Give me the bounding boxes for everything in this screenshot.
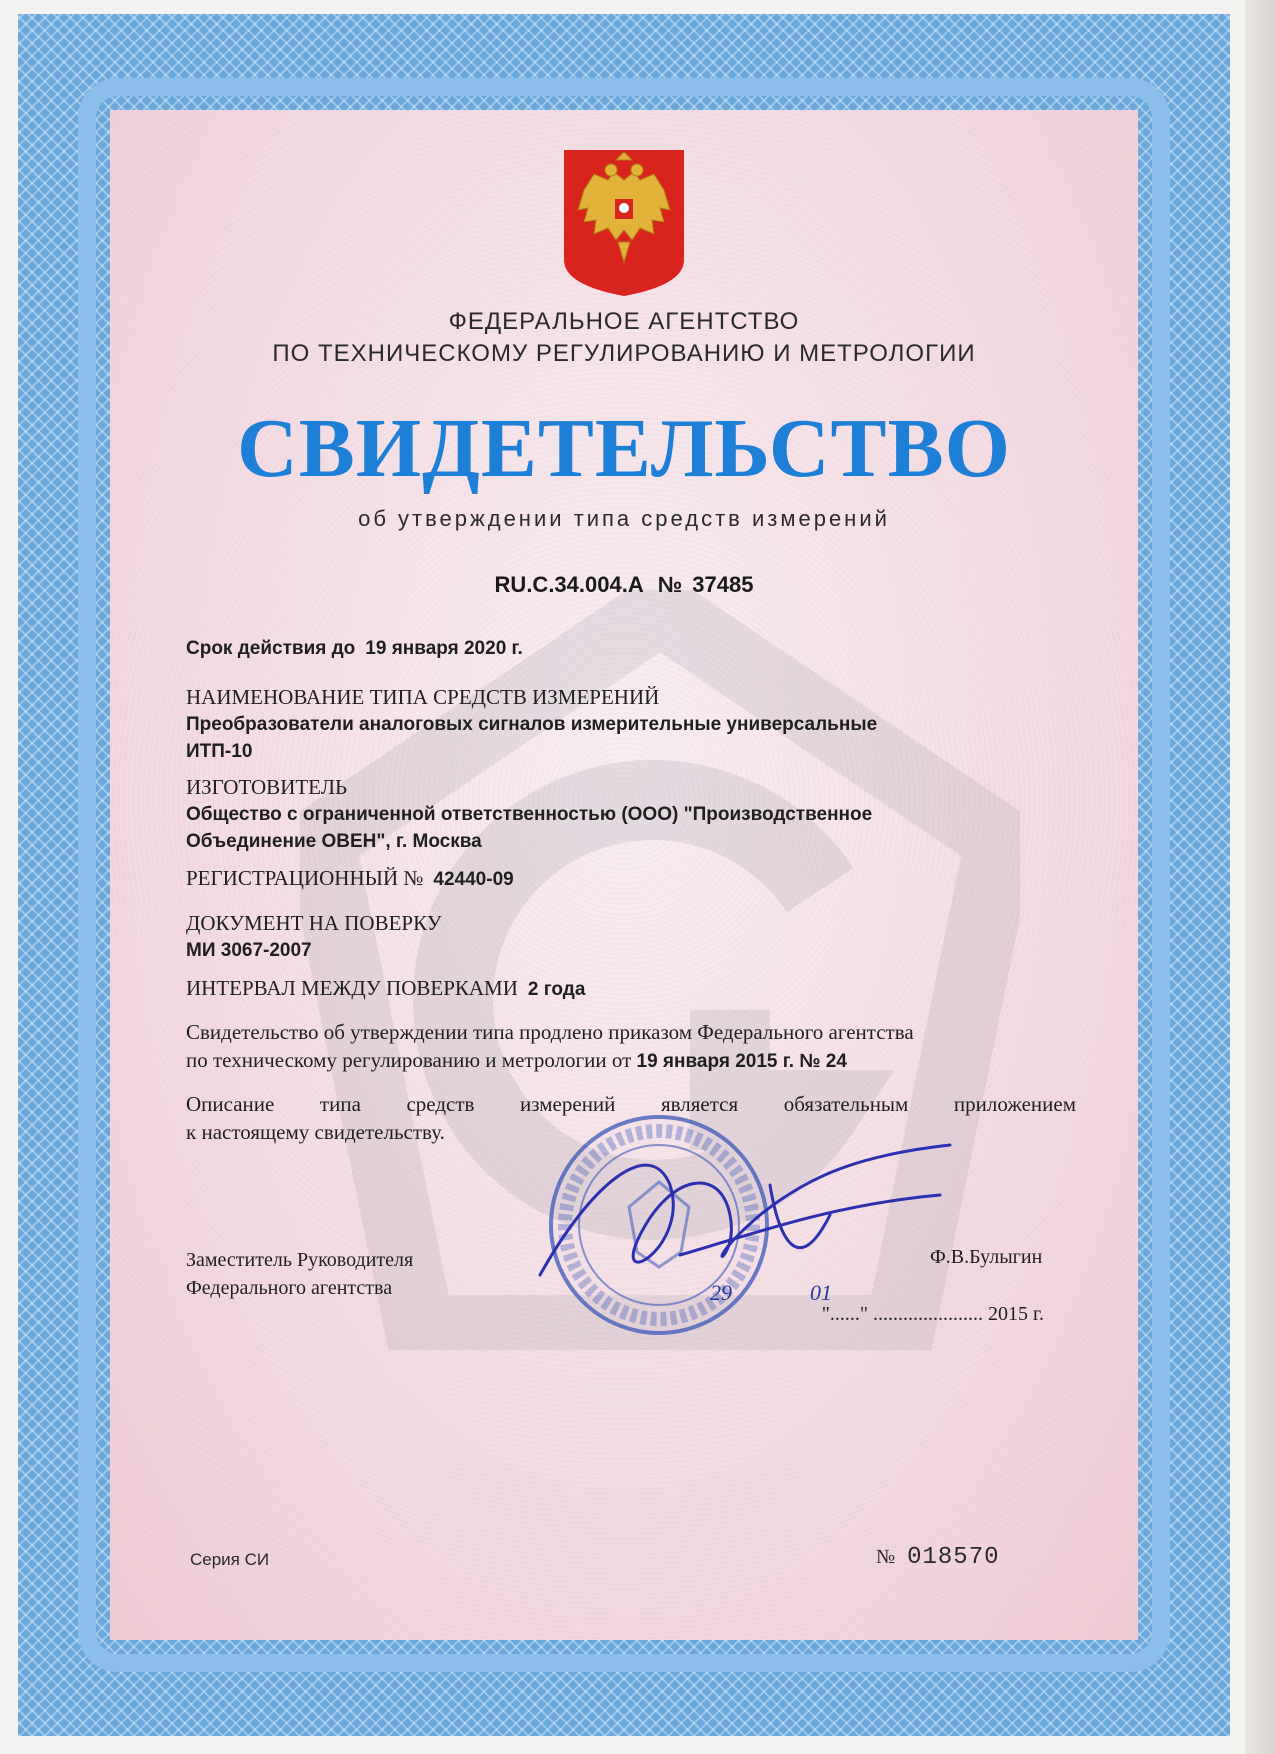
verification-doc-value: МИ 3067-2007 [186,940,312,961]
certificate-number [110,572,1138,598]
serial-label: № [876,1546,896,1568]
instrument-label: НАИМЕНОВАНИЕ ТИПА СРЕДСТВ ИЗМЕРЕНИЙ [186,685,660,709]
registration-label: РЕГИСТРАЦИОННЫЙ № [186,866,424,890]
signatory-name: Ф.В.Булыгин [930,1246,1043,1268]
interval-value: 2 года [527,979,586,1000]
handwritten-signature-icon [530,1125,970,1325]
verification-doc-section [186,910,1076,964]
serial-digits: 018570 [907,1544,1000,1571]
extension-paragraph [186,1018,1076,1076]
registration-row [186,866,1076,891]
validity-label: Срок действия до [186,638,356,659]
manufacturer-line-1: Общество с ограниченной ответственностью (ООО) "Производственное [186,804,873,825]
paper-edge [1245,0,1275,1754]
signature-date-day: 29 [710,1280,732,1305]
russian-coat-of-arms-icon [564,150,684,296]
signatory-title [186,1246,413,1302]
verification-doc-label: ДОКУМЕНТ НА ПОВЕРКУ [186,911,442,935]
signature-date: "......" ...................... 2015 г. [821,1303,1044,1325]
signatory-title-line-1: Заместитель Руководителя [186,1249,414,1271]
agency-line-2: ПО ТЕХНИЧЕСКОМУ РЕГУЛИРОВАНИЮ И МЕТРОЛОГИИ [272,340,976,367]
description-line-2: к настоящему свидетельству. [186,1120,445,1144]
issuing-agency [110,306,1138,370]
manufacturer-line-2: Объединение ОВЕН", г. Москва [186,831,482,852]
registration-value: 42440-09 [433,869,514,890]
interval-row [186,976,1076,1001]
agency-line-1: ФЕДЕРАЛЬНОЕ АГЕНТСТВО [448,308,800,335]
manufacturer-label: ИЗГОТОВИТЕЛЬ [186,775,348,799]
number-sign: № [657,572,683,597]
certificate-title: СВИДЕТЕЛЬСТВО [237,402,1011,495]
extension-order: 19 января 2015 г. № 24 [636,1051,847,1072]
instrument-name-line-1: Преобразователи аналоговых сигналов измерительные универсальные [186,714,878,735]
manufacturer-section [186,774,1076,855]
extension-line-2: по техническому регулированию и метрологии от [186,1048,632,1072]
certificate-border [18,14,1230,1736]
certificate-subtitle: об утверждении типа средств измерений [358,506,890,531]
interval-label: ИНТЕРВАЛ МЕЖДУ ПОВЕРКАМИ [186,976,518,1000]
certificate-series: Серия СИ [190,1550,270,1569]
instrument-section [186,684,1076,765]
instrument-name-line-2: ИТП-10 [186,741,253,762]
serial-number [876,1544,1000,1571]
certificate-code: RU.C.34.004.A [494,572,644,597]
description-line-1: Описание типа средств измерений является обязательным приложением [186,1092,1076,1116]
signatory-title-line-2: Федерального агентства [186,1277,393,1299]
certificate-field [110,110,1138,1640]
signature-date-month: 01 [810,1280,832,1305]
extension-line-1: Свидетельство об утверждении типа продлено приказом Федерального агентства [186,1020,914,1044]
validity-value: 19 января 2020 г. [365,638,523,659]
validity-row [186,638,1076,660]
certificate-number-value: 37485 [692,572,754,597]
